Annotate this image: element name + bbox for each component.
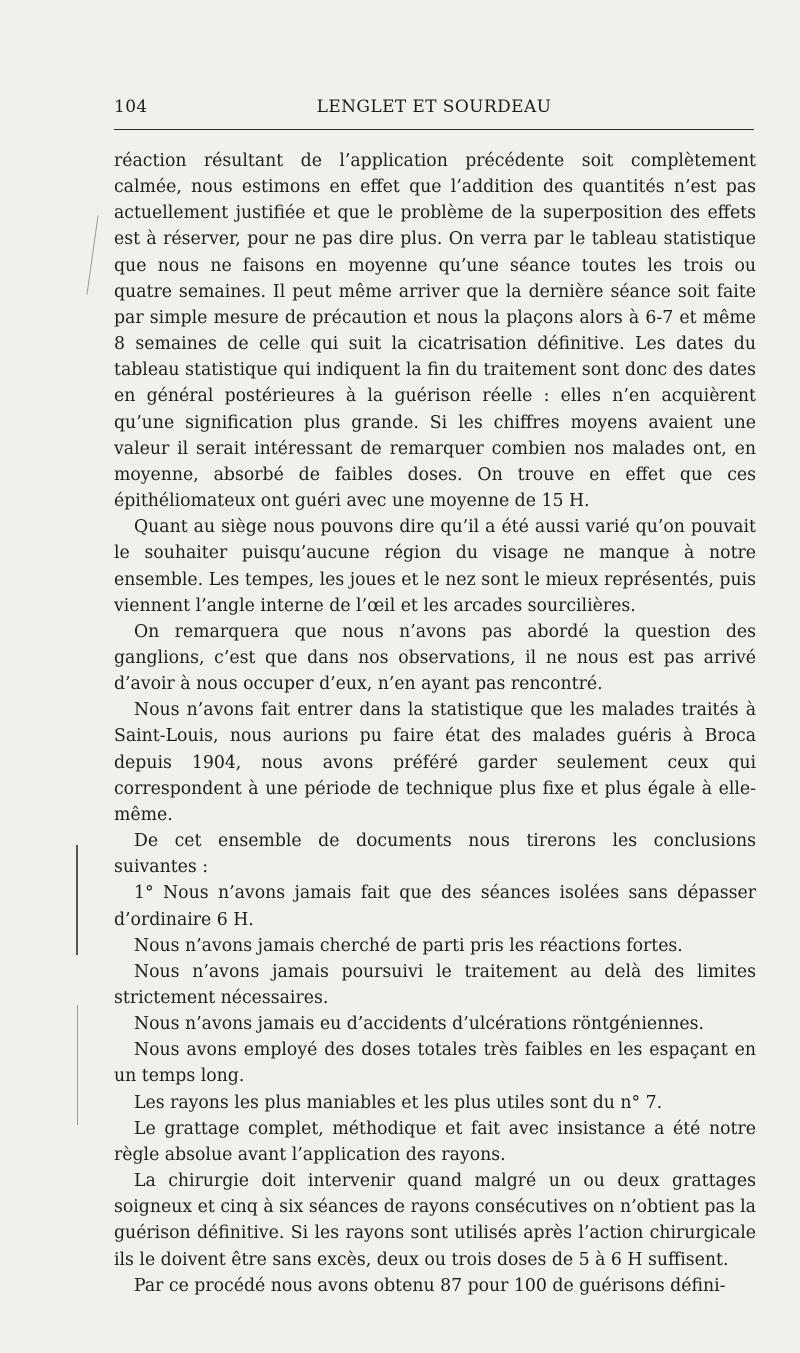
margin-pencil-mark-1 xyxy=(86,215,98,294)
conclusion-7: Le grattage complet, méthodique et fait avec insistance a été notre règle absolue avant l’application des rayons. xyxy=(114,1118,756,1165)
body-text xyxy=(114,148,756,1299)
conclusion-5: Nous avons employé des doses totales très faibles en les espaçant en un temps long. xyxy=(114,1040,756,1087)
page-number: 104 xyxy=(114,97,148,117)
conclusion-2: Nous n’avons jamais cherché de parti pris les réactions fortes. xyxy=(134,935,683,956)
conclusion-4: Nous n’avons jamais eu d’accidents d’ulcérations röntgéniennes. xyxy=(134,1014,704,1035)
header-rule xyxy=(114,129,754,130)
conclusion-1: 1° Nous n’avons jamais fait que des séances isolées sans dépasser d’ordinaire 6 H. xyxy=(114,883,756,930)
running-title: LENGLET ET SOURDEAU xyxy=(316,97,552,117)
paragraph-final: Par ce procédé nous avons obtenu 87 pour 100 de guérisons défini- xyxy=(134,1275,726,1296)
paragraph-3: On remarquera que nous n’avons pas abordé la question des ganglions, c’est que dans nos observations, il ne nous est pas arrivé d’avoir à nous occuper d’eux, n’en ayant pas rencontré. xyxy=(114,621,756,695)
margin-pencil-mark-3 xyxy=(77,1005,78,1125)
margin-pencil-mark-2 xyxy=(76,845,78,955)
paragraph-5: De cet ensemble de documents nous tirerons les conclusions suivantes : xyxy=(114,831,756,878)
paragraph-1: réaction résultant de l’application précédente soit complètement calmée, nous estimons en effet que l’addition des quantités n’est pas actuellement justifiée et que le problème de la superposition des effets est à réserver, pour ne pas dire plus. On verra par le tableau statistique que nous ne faisons en moyenne qu’une séance toutes les trois ou quatre semaines. Il peut même arriver que la dernière séance soit faite par simple mesure de précaution et nous la plaçons alors à 6-7 et même 8 semaines de celle qui suit la cicatrisation définitive. Les dates du tableau statistique qui indiquent la fin du traitement sont donc des dates en général postérieures à la guérison réelle : elles n’en acquièrent qu’une signification plus grande. Si les chiffres moyens avaient une valeur il serait intéressant de remarquer combien nos malades ont, en moyenne, absorbé de faibles doses. On trouve en effet que ces épithéliomateux ont guéri avec une moyenne de 15 H. xyxy=(114,151,756,512)
paragraph-2: Quant au siège nous pouvons dire qu’il a été aussi varié qu’on pouvait le souhaiter puisqu’aucune région du visage ne manque à notre ensemble. Les tempes, les joues et le nez sont le mieux représentés, puis viennent l’angle interne de l’œil et les arcades sourcilières. xyxy=(114,517,756,616)
paragraph-4: Nous n’avons fait entrer dans la statistique que les malades traités à Saint-Louis, nous aurions pu faire état des malades guéris à Broca depuis 1904, nous avons préféré garder seulement ceux qui correspondent à une période de technique plus fixe et plus égale à elle-même. xyxy=(114,700,756,825)
conclusion-3: Nous n’avons jamais poursuivi le traitement au delà des limites strictement nécessaires. xyxy=(114,961,756,1008)
running-header xyxy=(114,97,754,121)
conclusion-8: La chirurgie doit intervenir quand malgré un ou deux grattages soigneux et cinq à six séances de rayons consécutives on n’obtient pas la guérison définitive. Si les rayons sont utilisés après l’action chirurgicale ils le doivent être sans excès, deux ou trois doses de 5 à 6 H suffisent. xyxy=(114,1171,756,1270)
conclusion-6: Les rayons les plus maniables et les plus utiles sont du n° 7. xyxy=(134,1092,663,1113)
